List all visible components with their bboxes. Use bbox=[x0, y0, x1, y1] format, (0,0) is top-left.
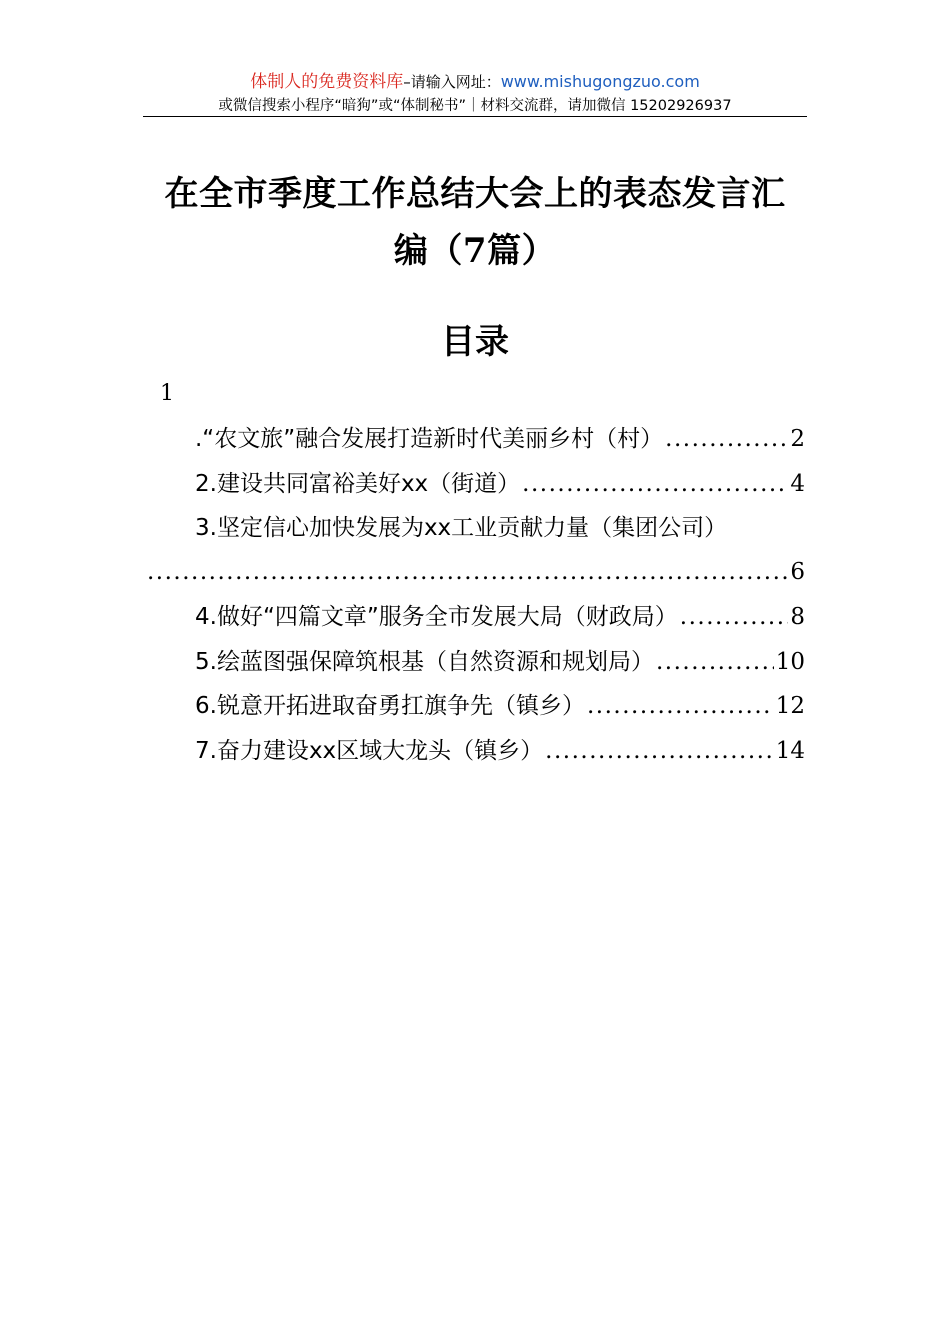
toc-item-title: 5.绘蓝图强保障筑根基（自然资源和规划局） bbox=[195, 649, 654, 675]
toc-item[interactable] bbox=[195, 423, 805, 455]
toc-item-title: 4.做好“四篇文章”服务全市发展大局（财政局） bbox=[195, 604, 678, 630]
toc-item[interactable] bbox=[195, 512, 805, 544]
toc-item-title: 6.锐意开拓进取奋勇扛旗争先（镇乡） bbox=[195, 693, 585, 719]
toc-item-title: 2.建设共同富裕美好xx（街道） bbox=[195, 471, 521, 497]
toc-item-leader bbox=[522, 468, 788, 500]
toc-item-leader bbox=[680, 601, 789, 633]
toc-heading: 目录 bbox=[441, 322, 509, 362]
toc-item-leader bbox=[545, 735, 774, 767]
toc-item-title: .“农文旅”融合发展打造新时代美丽乡村（村） bbox=[195, 426, 664, 452]
toc-stray-number: 1 bbox=[160, 381, 174, 406]
toc-item-page: 6 bbox=[790, 559, 805, 585]
document-title bbox=[150, 166, 800, 280]
toc-item[interactable] bbox=[195, 468, 805, 500]
page-header bbox=[143, 68, 807, 116]
document-title-line-2: 编（7篇） bbox=[393, 231, 557, 271]
toc-item-title: 7.奋力建设xx区域大龙头（镇乡） bbox=[195, 738, 544, 764]
document-title-line-1: 在全市季度工作总结大会上的表态发言汇 bbox=[164, 174, 786, 214]
header-line-2: 或微信搜索小程序“暗狗”或“体制秘书”｜材料交流群，请加微信 15202926937 bbox=[218, 98, 732, 114]
toc-item-page: 2 bbox=[790, 426, 805, 452]
toc-item-title: 3.坚定信心加快发展为xx工业贡献力量（集团公司） bbox=[195, 515, 728, 541]
toc-item-leader bbox=[665, 423, 788, 455]
toc-item-leader bbox=[147, 556, 788, 588]
header-url-link[interactable]: www.mishugongzuo.com bbox=[500, 72, 700, 91]
header-divider bbox=[143, 116, 807, 117]
toc-item-leader bbox=[656, 646, 774, 678]
header-line-1 bbox=[143, 68, 807, 96]
toc-item-page: 14 bbox=[775, 738, 805, 764]
header-brand: 体制人的免费资料库 bbox=[250, 72, 404, 92]
toc-item-page: 12 bbox=[775, 693, 805, 719]
toc-item-page: 4 bbox=[790, 471, 805, 497]
toc-item-leader bbox=[587, 690, 774, 722]
toc-item-page: 10 bbox=[775, 649, 805, 675]
toc-item[interactable] bbox=[195, 601, 805, 633]
toc-item-continuation[interactable] bbox=[145, 556, 805, 588]
toc-item-page: 8 bbox=[790, 604, 805, 630]
toc-item[interactable] bbox=[195, 646, 805, 678]
toc-item[interactable] bbox=[195, 690, 805, 722]
toc-item[interactable] bbox=[195, 735, 805, 767]
header-url-prompt: –请输入网址： bbox=[403, 73, 501, 91]
